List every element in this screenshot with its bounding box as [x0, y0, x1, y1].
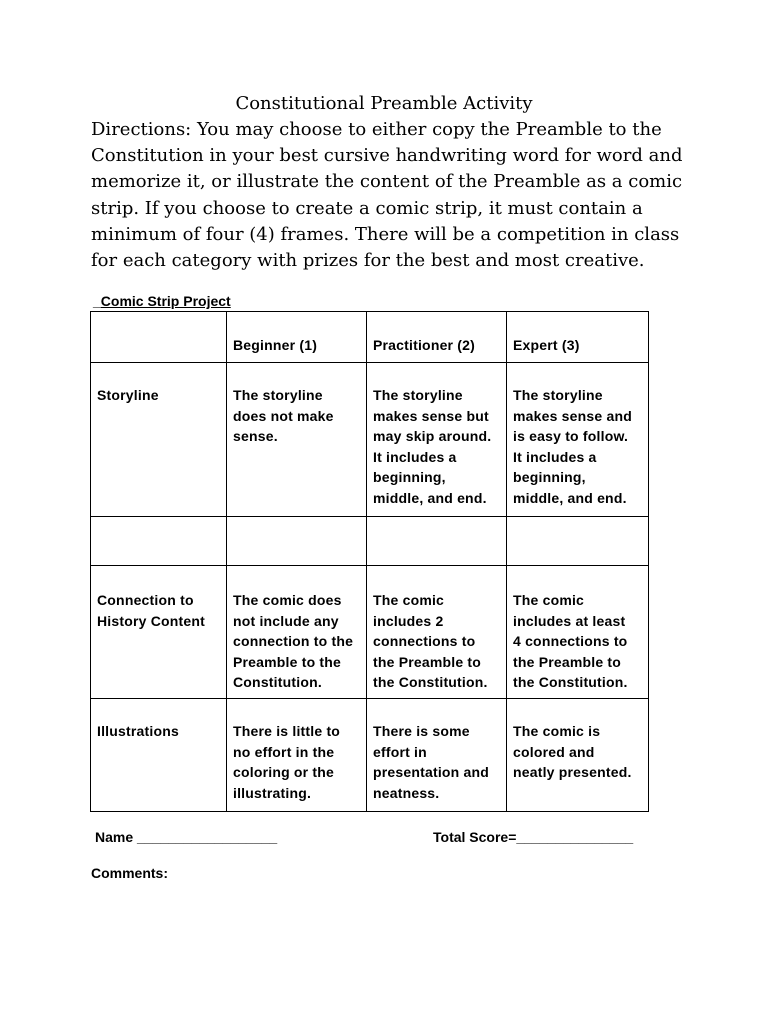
empty-cell: [367, 517, 507, 566]
directions-line: for each category with prizes for the best and most creative.: [91, 249, 645, 271]
directions-line: Constitution in your best cursive handwriting word for word and: [91, 145, 683, 167]
cell-line: includes at least: [513, 612, 626, 629]
beginner-cell: [227, 699, 367, 812]
cell-line: sense.: [233, 428, 278, 444]
expert-cell: [507, 699, 649, 812]
cell-line: The comic is: [513, 723, 601, 739]
cell-line: coloring or the: [233, 764, 334, 780]
cell-line: no effort in the: [233, 743, 335, 760]
cell-line: There is some: [373, 723, 470, 739]
comments-label: Comments:: [91, 865, 169, 881]
cell-line: Constitution.: [233, 674, 322, 690]
cell-line: middle, and end.: [513, 489, 627, 506]
cell-line: Storyline: [97, 387, 159, 403]
rubric-label-text: Comic Strip Project: [100, 293, 231, 309]
cell-line: is easy to follow.: [513, 428, 629, 444]
cell-line: may skip around.: [373, 428, 492, 444]
empty-cell: [227, 517, 367, 566]
cell-line: The storyline: [513, 387, 603, 403]
practitioner-cell: [367, 699, 507, 812]
cell-line: middle, and end.: [373, 489, 487, 506]
header-cell-practitioner: Practitioner (2): [367, 312, 507, 363]
cell-line: includes 2: [373, 612, 444, 629]
practitioner-cell: [367, 566, 507, 699]
criterion-cell: [91, 363, 227, 517]
cell-line: makes sense and: [513, 407, 632, 424]
directions-line: strip. If you choose to create a comic strip, it must contain a: [91, 197, 643, 219]
cell-line: The comic does: [233, 592, 342, 608]
cell-line: History Content: [97, 612, 205, 629]
name-field-label: Name __________________: [95, 829, 278, 845]
cell-line: the Constitution.: [373, 674, 488, 690]
cell-line: does not make: [233, 407, 334, 424]
header-cell-criterion: [91, 312, 227, 363]
header-cell-beginner: Beginner (1): [227, 312, 367, 363]
table-row-illustrations: [91, 699, 649, 812]
expert-cell: [507, 566, 649, 699]
expert-cell: [507, 363, 649, 517]
cell-line: the Constitution.: [513, 674, 628, 690]
table-row-connection: [91, 566, 649, 699]
cell-line: There is little to: [233, 723, 341, 739]
beginner-cell: [227, 363, 367, 517]
cell-line: Connection to: [97, 592, 194, 608]
cell-line: not include any: [233, 612, 339, 629]
cell-line: connection to the: [233, 633, 354, 649]
beginner-cell: [227, 566, 367, 699]
cell-line: the Preamble to: [513, 653, 622, 670]
cell-line: colored and: [513, 743, 595, 760]
rubric-label-prefix: _: [93, 293, 101, 309]
cell-line: The storyline: [233, 387, 323, 403]
cell-line: neatness.: [373, 784, 440, 801]
cell-line: the Preamble to: [373, 653, 482, 670]
cell-line: beginning,: [373, 469, 446, 485]
header-cell-expert: Expert (3): [507, 312, 649, 363]
criterion-cell: [91, 566, 227, 699]
empty-cell: [91, 517, 227, 566]
table-row-storyline: [91, 363, 649, 517]
cell-line: It includes a: [513, 448, 597, 465]
cell-line: beginning,: [513, 469, 586, 485]
cell-line: It includes a: [373, 448, 457, 465]
criterion-cell: [91, 699, 227, 812]
empty-cell: [507, 517, 649, 566]
table-header-row: [91, 312, 649, 363]
total-score-label: Total Score=_______________: [433, 829, 634, 845]
practitioner-cell: [367, 363, 507, 517]
table-row-empty: [91, 517, 649, 566]
directions-paragraph: [91, 117, 691, 274]
rubric-label: [93, 292, 231, 310]
cell-line: The storyline: [373, 387, 463, 403]
cell-line: neatly presented.: [513, 764, 632, 780]
cell-line: makes sense but: [373, 407, 489, 424]
directions-line: minimum of four (4) frames. There will be a competition in class: [91, 223, 680, 245]
directions-line: memorize it, or illustrate the content of the Preamble as a comic: [91, 171, 683, 193]
cell-line: effort in: [373, 743, 427, 760]
cell-line: 4 connections to: [513, 633, 628, 649]
cell-line: illustrating.: [233, 784, 312, 801]
directions-line: Directions: You may choose to either copy the Preamble to the: [91, 119, 662, 140]
page-title: Constitutional Preamble Activity: [235, 93, 533, 114]
cell-line: The comic: [513, 592, 585, 608]
cell-line: presentation and: [373, 764, 489, 780]
cell-line: Preamble to the: [233, 653, 342, 670]
rubric-table: [90, 311, 649, 812]
cell-line: connections to: [373, 633, 476, 649]
cell-line: The comic: [373, 592, 445, 608]
cell-line: Illustrations: [97, 723, 179, 739]
